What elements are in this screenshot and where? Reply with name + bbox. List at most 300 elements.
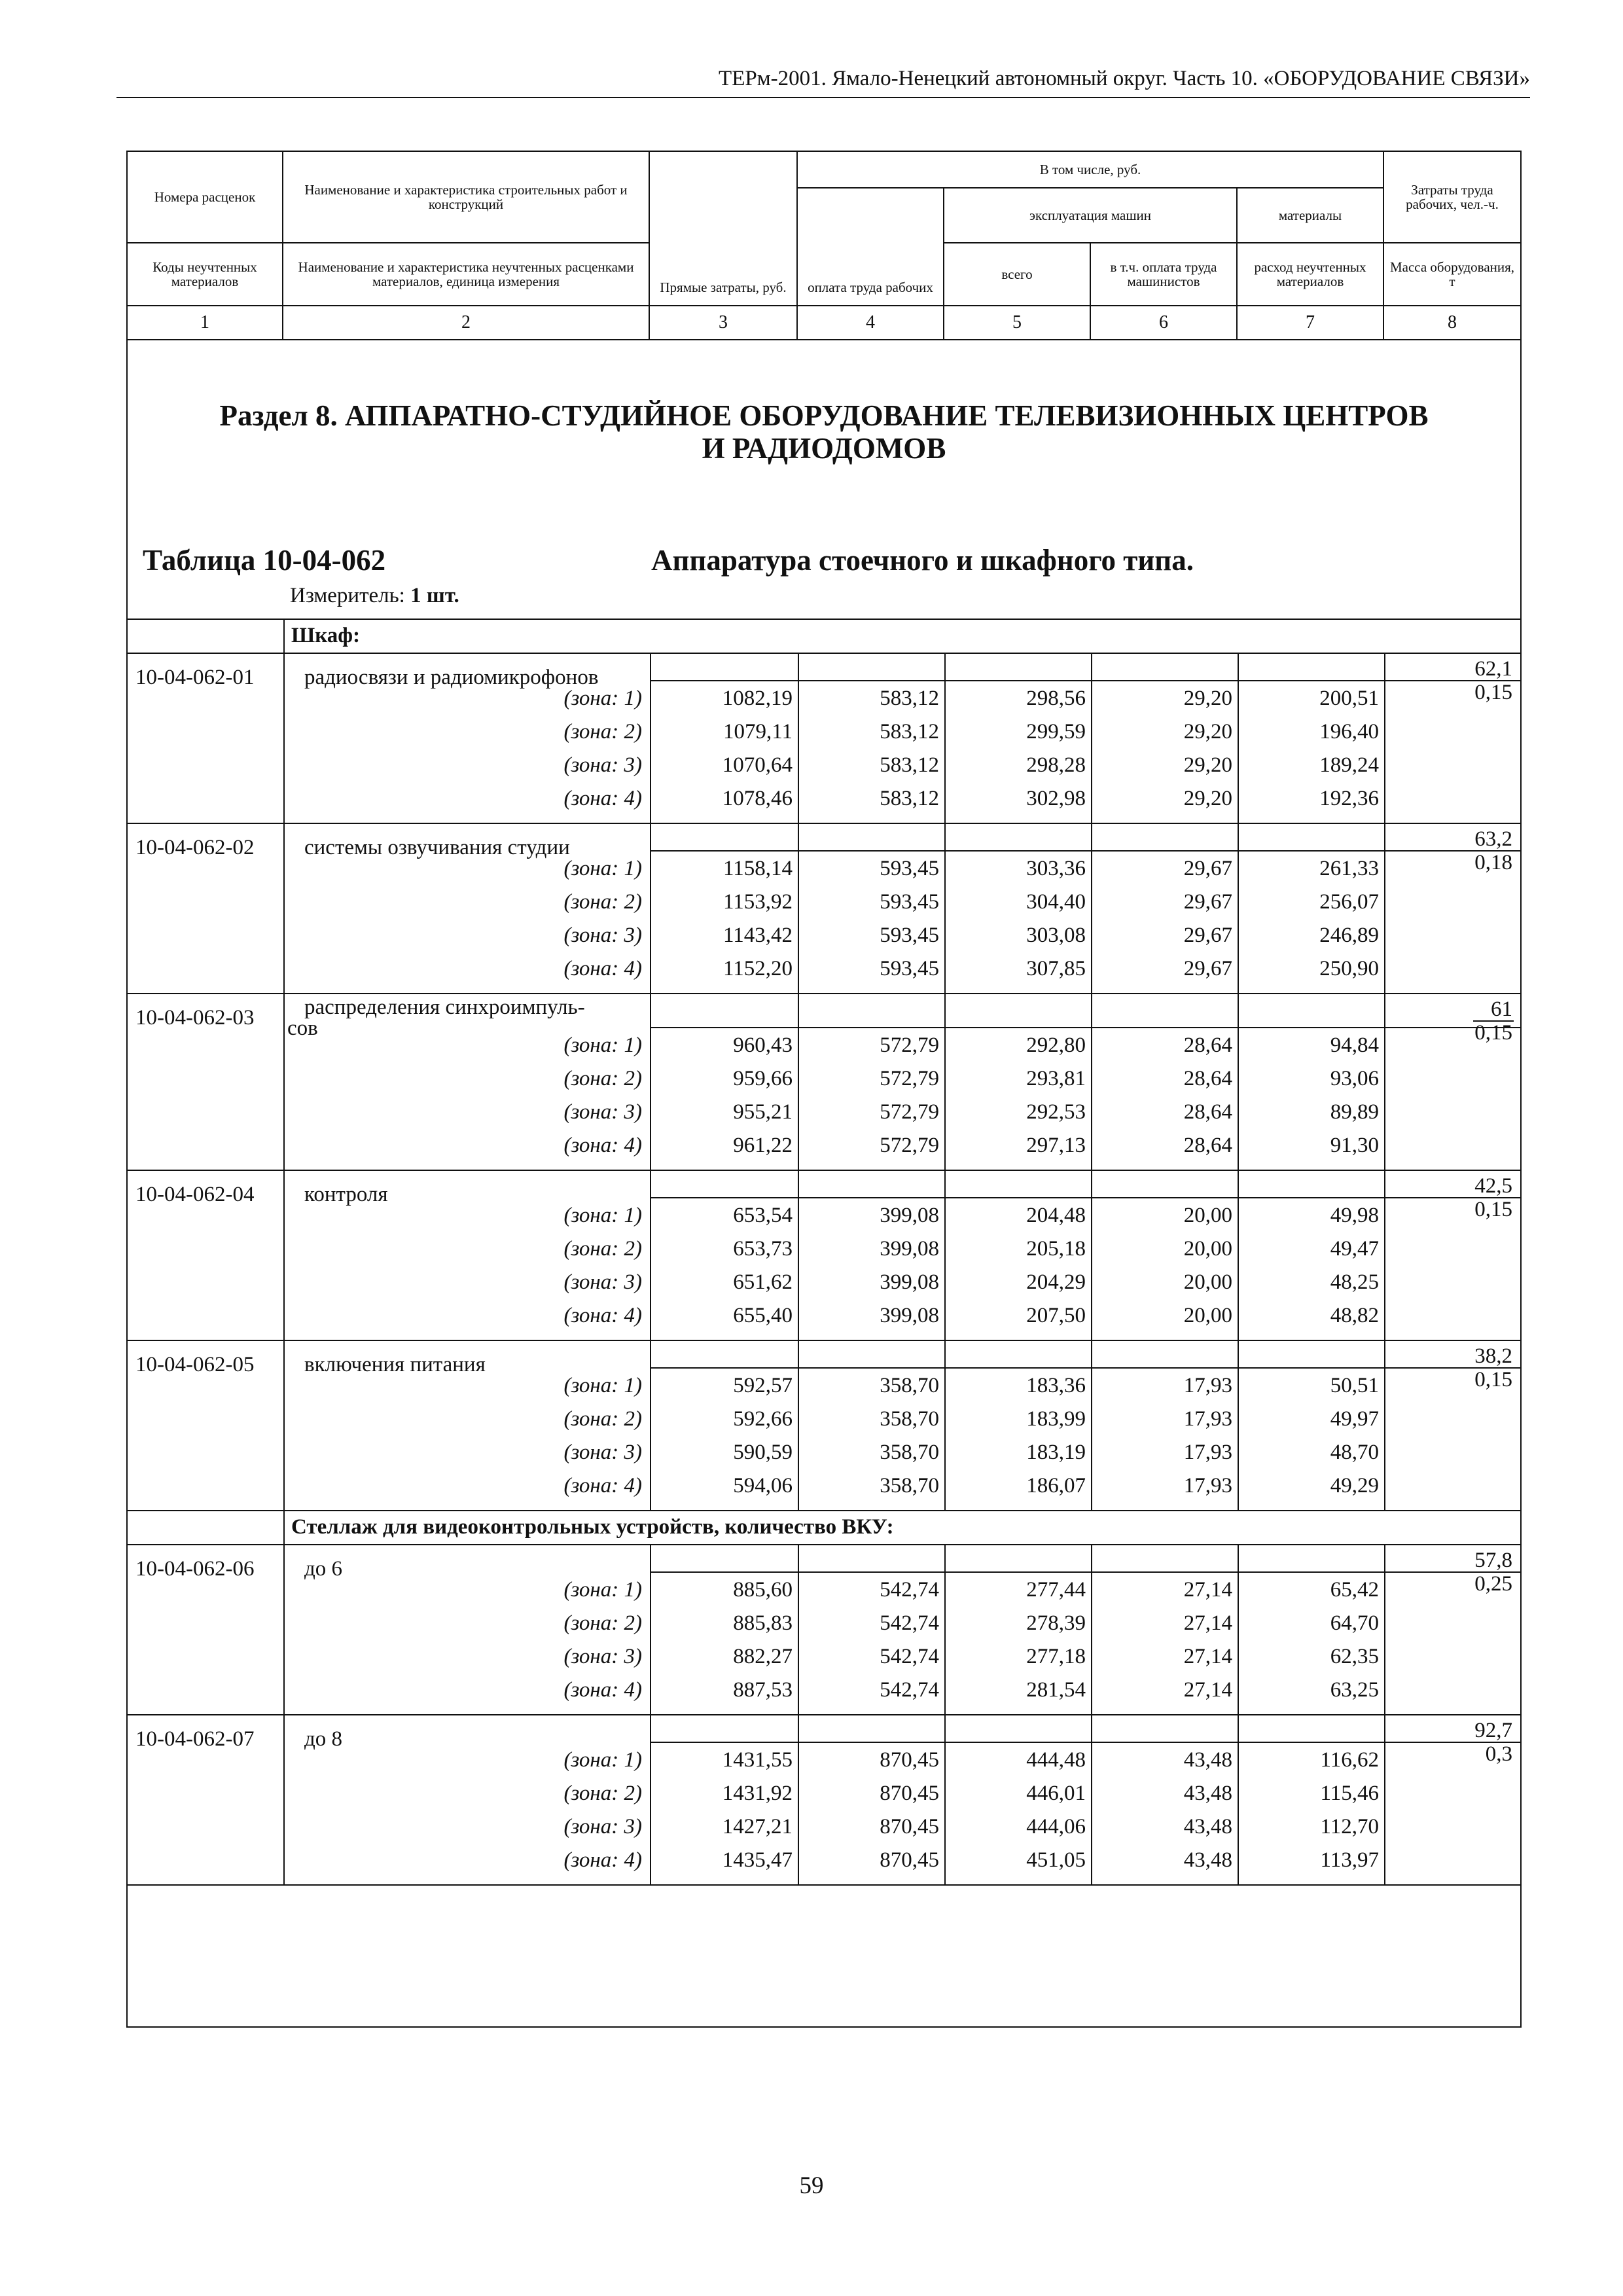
- zone-label: (зона: 4): [563, 1134, 642, 1157]
- equipment-mass: 0,3: [1485, 1742, 1512, 1766]
- materials-cost: 65,42: [1330, 1578, 1379, 1602]
- header-col2-bottom: Наименование и характеристика неучтенных расценками материалов, единица измерения: [283, 243, 650, 306]
- header-col1-bottom: Коды неучтенных материалов: [128, 243, 283, 306]
- row-inner-rule: [650, 1027, 1520, 1028]
- column-rule: [283, 653, 285, 823]
- labor-mass-fraction: [1473, 998, 1514, 1044]
- materials-cost: 112,70: [1320, 1815, 1379, 1839]
- row-inner-rule: [650, 1197, 1520, 1198]
- column-rule: [1384, 1714, 1385, 1884]
- header-col4: оплата труда рабочих: [798, 188, 944, 306]
- machinist-wage: 43,48: [1183, 1815, 1232, 1839]
- machinist-wage: 27,14: [1183, 1611, 1232, 1635]
- column-rule: [283, 1714, 285, 1884]
- work-name: системы озвучивания студии: [304, 836, 570, 859]
- materials-cost: 192,36: [1319, 787, 1379, 810]
- materials-cost: 48,70: [1330, 1441, 1379, 1464]
- header-num-4: 4: [798, 306, 944, 340]
- row-inner-rule: [650, 680, 1520, 681]
- machinist-wage: 20,00: [1183, 1204, 1232, 1227]
- machinist-wage: 28,64: [1183, 1067, 1232, 1090]
- equipment-mass: 0,15: [1474, 1198, 1512, 1221]
- column-rule: [1384, 993, 1385, 1170]
- zone-label: (зона: 3): [563, 1441, 642, 1464]
- direct-cost: 882,27: [733, 1645, 793, 1668]
- column-rule: [944, 993, 946, 1170]
- unit-value: 1 шт.: [410, 584, 459, 607]
- column-rule: [1238, 1714, 1239, 1884]
- machinist-wage: 43,48: [1183, 1782, 1232, 1805]
- machine-cost: 278,39: [1026, 1611, 1086, 1635]
- machine-cost: 299,59: [1026, 720, 1086, 744]
- materials-cost: 50,51: [1330, 1374, 1379, 1397]
- direct-cost: 653,54: [733, 1204, 793, 1227]
- column-rule: [1091, 1714, 1092, 1884]
- direct-cost: 961,22: [733, 1134, 793, 1157]
- labor-wage: 399,08: [880, 1237, 939, 1261]
- materials-cost: 49,47: [1330, 1237, 1379, 1261]
- labor-wage: 572,79: [880, 1100, 939, 1124]
- machine-cost: 444,48: [1026, 1748, 1086, 1772]
- materials-cost: 49,98: [1330, 1204, 1379, 1227]
- zone-label: (зона: 1): [563, 1033, 642, 1057]
- rate-code: 10-04-062-03: [135, 1006, 255, 1030]
- labor-wage: 870,45: [880, 1748, 939, 1772]
- column-rule: [944, 1340, 946, 1510]
- machine-cost: 302,98: [1026, 787, 1086, 810]
- column-rule: [1091, 653, 1092, 823]
- labor-wage: 583,12: [880, 787, 939, 810]
- machine-cost: 293,81: [1026, 1067, 1086, 1090]
- direct-cost: 594,06: [733, 1474, 793, 1498]
- header-rule: [128, 339, 1520, 340]
- machine-cost: 298,28: [1026, 753, 1086, 777]
- machine-cost: 183,99: [1026, 1407, 1086, 1431]
- zone-label: (зона: 3): [563, 924, 642, 947]
- materials-cost: 261,33: [1319, 857, 1379, 880]
- direct-cost: 1158,14: [722, 857, 793, 880]
- column-rule: [1238, 1170, 1239, 1340]
- direct-cost: 1078,46: [722, 787, 793, 810]
- materials-cost: 49,29: [1330, 1474, 1379, 1498]
- row-rule: [128, 1340, 1520, 1341]
- machinist-wage: 29,67: [1183, 890, 1232, 914]
- machine-cost: 205,18: [1026, 1237, 1086, 1261]
- group-rule: [128, 653, 1520, 654]
- labor-wage: 583,12: [880, 687, 939, 710]
- materials-cost: 64,70: [1330, 1611, 1379, 1635]
- header-materials: материалы: [1238, 188, 1384, 243]
- header-num-5: 5: [944, 306, 1091, 340]
- rate-code: 10-04-062-07: [135, 1727, 255, 1751]
- machinist-wage: 29,67: [1183, 857, 1232, 880]
- machinist-wage: 29,20: [1183, 687, 1232, 710]
- direct-cost: 1143,42: [722, 924, 793, 947]
- machinist-wage: 17,93: [1183, 1407, 1232, 1431]
- header-incl: В том числе, руб.: [798, 152, 1384, 188]
- direct-cost: 885,83: [733, 1611, 793, 1635]
- row-rule: [128, 1884, 1520, 1886]
- column-rule: [1091, 823, 1092, 993]
- zone-label: (зона: 4): [563, 787, 642, 810]
- machine-cost: 307,85: [1026, 957, 1086, 980]
- column-rule: [283, 619, 285, 653]
- direct-cost: 1431,92: [722, 1782, 793, 1805]
- materials-cost: 63,25: [1330, 1678, 1379, 1702]
- materials-cost: 62,35: [1330, 1645, 1379, 1668]
- column-rule: [798, 1544, 799, 1714]
- direct-cost: 960,43: [733, 1033, 793, 1057]
- row-rule: [128, 1714, 1520, 1715]
- machinist-wage: 20,00: [1183, 1304, 1232, 1327]
- machinist-wage: 28,64: [1183, 1134, 1232, 1157]
- column-rule: [1238, 823, 1239, 993]
- equipment-mass: 0,25: [1474, 1572, 1512, 1596]
- group-rule: [128, 1544, 1520, 1545]
- column-rule: [650, 653, 651, 823]
- zone-label: (зона: 1): [563, 687, 642, 710]
- column-rule: [650, 1170, 651, 1340]
- direct-cost: 1153,92: [722, 890, 793, 914]
- machine-cost: 204,29: [1026, 1270, 1086, 1294]
- machinist-wage: 27,14: [1183, 1678, 1232, 1702]
- machinist-wage: 29,20: [1183, 753, 1232, 777]
- labor-wage: 870,45: [880, 1848, 939, 1872]
- column-rule: [798, 1170, 799, 1340]
- machine-cost: 298,56: [1026, 687, 1086, 710]
- labor-wage: 399,08: [880, 1204, 939, 1227]
- machine-cost: 186,07: [1026, 1474, 1086, 1498]
- header-col8-top: Затраты труда рабочих, чел.-ч.: [1384, 152, 1520, 243]
- machine-cost: 281,54: [1026, 1678, 1086, 1702]
- zone-label: (зона: 4): [563, 957, 642, 980]
- work-name: распределения синхроимпуль-: [304, 996, 585, 1019]
- zone-label: (зона: 2): [563, 1782, 642, 1805]
- labor-wage: 870,45: [880, 1815, 939, 1839]
- column-rule: [1238, 993, 1239, 1170]
- column-rule: [283, 823, 285, 993]
- labor-wage: 583,12: [880, 720, 939, 744]
- column-rule: [283, 1544, 285, 1714]
- row-inner-rule: [650, 850, 1520, 852]
- row-inner-rule: [650, 1571, 1520, 1573]
- direct-cost: 590,59: [733, 1441, 793, 1464]
- machinist-wage: 29,20: [1183, 787, 1232, 810]
- column-rule: [1238, 1544, 1239, 1714]
- group-rule: [128, 619, 1520, 620]
- column-rule: [1091, 1170, 1092, 1340]
- column-rule: [650, 1714, 651, 1884]
- machine-cost: 277,18: [1026, 1645, 1086, 1668]
- column-rule: [283, 1170, 285, 1340]
- labor-hours: 61: [1473, 998, 1514, 1022]
- column-rule: [1384, 1340, 1385, 1510]
- header-num-8: 8: [1384, 306, 1520, 340]
- machine-cost: 297,13: [1026, 1134, 1086, 1157]
- direct-cost: 887,53: [733, 1678, 793, 1702]
- direct-cost: 651,62: [733, 1270, 793, 1294]
- header-col1-top: Номера расценок: [128, 152, 283, 243]
- labor-hours: 38,2: [1474, 1344, 1512, 1368]
- column-rule: [283, 1510, 285, 1544]
- machine-cost: 446,01: [1026, 1782, 1086, 1805]
- header-num-1: 1: [128, 306, 283, 340]
- direct-cost: 1070,64: [722, 753, 793, 777]
- table-header: [128, 152, 1520, 335]
- row-inner-rule: [650, 1367, 1520, 1369]
- direct-cost: 592,66: [733, 1407, 793, 1431]
- header-num-6: 6: [1091, 306, 1238, 340]
- zone-label: (зона: 3): [563, 1270, 642, 1294]
- labor-wage: 358,70: [880, 1407, 939, 1431]
- direct-cost: 1152,20: [722, 957, 793, 980]
- zone-label: (зона: 1): [563, 1204, 642, 1227]
- materials-cost: 189,24: [1319, 753, 1379, 777]
- labor-hours: 57,8: [1474, 1549, 1512, 1572]
- machine-cost: 303,36: [1026, 857, 1086, 880]
- zone-label: (зона: 2): [563, 1237, 642, 1261]
- direct-cost: 592,57: [733, 1374, 793, 1397]
- rate-code: 10-04-062-04: [135, 1183, 255, 1206]
- direct-cost: 1082,19: [722, 687, 793, 710]
- zone-label: (зона: 4): [563, 1304, 642, 1327]
- column-rule: [1384, 1170, 1385, 1340]
- equipment-mass: 0,18: [1474, 851, 1512, 874]
- row-rule: [128, 823, 1520, 824]
- unit-of-measure: [290, 584, 459, 608]
- machinist-wage: 29,20: [1183, 720, 1232, 744]
- column-rule: [1384, 1544, 1385, 1714]
- column-rule: [798, 653, 799, 823]
- column-rule: [944, 1544, 946, 1714]
- column-rule: [798, 1714, 799, 1884]
- direct-cost: 655,40: [733, 1304, 793, 1327]
- machine-cost: 204,48: [1026, 1204, 1086, 1227]
- row-rule: [128, 1510, 1520, 1511]
- direct-cost: 1427,21: [722, 1815, 793, 1839]
- group-title-rack: Стеллаж для видеоконтрольных устройств, количество ВКУ:: [291, 1515, 894, 1539]
- column-rule: [650, 993, 651, 1170]
- machinist-wage: 43,48: [1183, 1848, 1232, 1872]
- machine-cost: 277,44: [1026, 1578, 1086, 1602]
- labor-hours: 92,7: [1474, 1719, 1512, 1742]
- labor-wage: 542,74: [880, 1578, 939, 1602]
- rate-code: 10-04-062-06: [135, 1557, 255, 1581]
- labor-wage: 572,79: [880, 1033, 939, 1057]
- labor-wage: 572,79: [880, 1067, 939, 1090]
- materials-cost: 116,62: [1320, 1748, 1379, 1772]
- materials-cost: 115,46: [1320, 1782, 1379, 1805]
- machine-cost: 183,19: [1026, 1441, 1086, 1464]
- column-rule: [650, 1340, 651, 1510]
- rate-code: 10-04-062-01: [135, 666, 255, 689]
- direct-cost: 1079,11: [722, 720, 793, 744]
- machinist-wage: 29,67: [1183, 924, 1232, 947]
- zone-label: (зона: 2): [563, 1611, 642, 1635]
- equipment-mass: 0,15: [1474, 681, 1512, 704]
- labor-wage: 593,45: [880, 857, 939, 880]
- labor-hours: 62,1: [1474, 657, 1512, 681]
- materials-cost: 93,06: [1330, 1067, 1379, 1090]
- machine-cost: 292,53: [1026, 1100, 1086, 1124]
- column-rule: [1238, 1340, 1239, 1510]
- materials-cost: 94,84: [1330, 1033, 1379, 1057]
- column-rule: [650, 1544, 651, 1714]
- materials-cost: 246,89: [1319, 924, 1379, 947]
- materials-cost: 91,30: [1330, 1134, 1379, 1157]
- header-num-2: 2: [283, 306, 650, 340]
- labor-wage: 593,45: [880, 924, 939, 947]
- header-num-7: 7: [1238, 306, 1384, 340]
- header-col2-top: Наименование и характеристика строительных работ и конструкций: [283, 152, 650, 243]
- rate-code: 10-04-062-05: [135, 1353, 255, 1376]
- machinist-wage: 17,93: [1183, 1474, 1232, 1498]
- machine-cost: 183,36: [1026, 1374, 1086, 1397]
- header-col6: в т.ч. оплата труда машинистов: [1091, 243, 1238, 306]
- machine-cost: 303,08: [1026, 924, 1086, 947]
- machinist-wage: 28,64: [1183, 1100, 1232, 1124]
- materials-cost: 196,40: [1319, 720, 1379, 744]
- page-number: 59: [799, 2172, 824, 2199]
- machinist-wage: 29,67: [1183, 957, 1232, 980]
- work-name: до 8: [304, 1727, 343, 1751]
- column-rule: [1238, 653, 1239, 823]
- column-rule: [650, 823, 651, 993]
- labor-wage: 593,45: [880, 957, 939, 980]
- machine-cost: 304,40: [1026, 890, 1086, 914]
- unit-label: Измеритель:: [290, 584, 405, 607]
- labor-wage: 358,70: [880, 1374, 939, 1397]
- section-title-line-1: Раздел 8. АППАРАТНО-СТУДИЙНОЕ ОБОРУДОВАНИЕ ТЕЛЕВИЗИОННЫХ ЦЕНТРОВ: [219, 399, 1429, 432]
- header-num-3: 3: [650, 306, 798, 340]
- zone-label: (зона: 3): [563, 753, 642, 777]
- group-title-cabinet: Шкаф:: [291, 624, 361, 647]
- column-rule: [944, 1170, 946, 1340]
- labor-wage: 870,45: [880, 1782, 939, 1805]
- labor-wage: 542,74: [880, 1611, 939, 1635]
- zone-label: (зона: 4): [563, 1678, 642, 1702]
- column-rule: [944, 1714, 946, 1884]
- zone-label: (зона: 3): [563, 1645, 642, 1668]
- header-col3: Прямые затраты, руб.: [650, 152, 798, 306]
- machinist-wage: 27,14: [1183, 1578, 1232, 1602]
- labor-wage: 399,08: [880, 1304, 939, 1327]
- zone-label: (зона: 1): [563, 1578, 642, 1602]
- materials-cost: 48,25: [1330, 1270, 1379, 1294]
- table-label: Таблица 10-04-062: [143, 544, 386, 577]
- labor-wage: 358,70: [880, 1474, 939, 1498]
- labor-wage: 583,12: [880, 753, 939, 777]
- materials-cost: 256,07: [1319, 890, 1379, 914]
- rate-code: 10-04-062-02: [135, 836, 255, 859]
- materials-cost: 250,90: [1319, 957, 1379, 980]
- column-rule: [1384, 823, 1385, 993]
- work-name: включения питания: [304, 1353, 486, 1376]
- zone-label: (зона: 3): [563, 1100, 642, 1124]
- machine-cost: 207,50: [1026, 1304, 1086, 1327]
- column-rule: [1091, 993, 1092, 1170]
- zone-label: (зона: 2): [563, 1407, 642, 1431]
- direct-cost: 959,66: [733, 1067, 793, 1090]
- equipment-mass: 0,15: [1474, 1021, 1512, 1045]
- zone-label: (зона: 2): [563, 1067, 642, 1090]
- column-rule: [283, 1340, 285, 1510]
- machinist-wage: 43,48: [1183, 1748, 1232, 1772]
- zone-label: (зона: 2): [563, 720, 642, 744]
- zone-label: (зона: 1): [563, 1748, 642, 1772]
- direct-cost: 653,73: [733, 1237, 793, 1261]
- column-rule: [1384, 653, 1385, 823]
- labor-wage: 399,08: [880, 1270, 939, 1294]
- header-col7: расход неучтенных материалов: [1238, 243, 1384, 306]
- running-head: ТЕРм-2001. Ямало-Ненецкий автономный округ. Часть 10. «ОБОРУДОВАНИЕ СВЯЗИ»: [116, 65, 1530, 98]
- labor-hours: 42,5: [1474, 1174, 1512, 1198]
- materials-cost: 200,51: [1319, 687, 1379, 710]
- header-machines: эксплуатация машин: [944, 188, 1238, 243]
- machinist-wage: 17,93: [1183, 1441, 1232, 1464]
- column-rule: [944, 653, 946, 823]
- machinist-wage: 17,93: [1183, 1374, 1232, 1397]
- column-rule: [1091, 1544, 1092, 1714]
- direct-cost: 1431,55: [722, 1748, 793, 1772]
- zone-label: (зона: 1): [563, 857, 642, 880]
- equipment-mass: 0,15: [1474, 1368, 1512, 1391]
- work-name: контроля: [304, 1183, 388, 1206]
- price-table-sheet: [126, 151, 1522, 2028]
- labor-wage: 542,74: [880, 1645, 939, 1668]
- materials-cost: 89,89: [1330, 1100, 1379, 1124]
- machine-cost: 444,06: [1026, 1815, 1086, 1839]
- zone-label: (зона: 1): [563, 1374, 642, 1397]
- column-rule: [283, 993, 285, 1170]
- column-rule: [1091, 1340, 1092, 1510]
- work-name: радиосвязи и радиомикрофонов: [304, 666, 599, 689]
- zone-label: (зона: 4): [563, 1848, 642, 1872]
- labor-wage: 593,45: [880, 890, 939, 914]
- column-rule: [944, 823, 946, 993]
- materials-cost: 48,82: [1330, 1304, 1379, 1327]
- labor-wage: 572,79: [880, 1134, 939, 1157]
- zone-label: (зона: 3): [563, 1815, 642, 1839]
- work-name: до 6: [304, 1557, 343, 1581]
- labor-wage: 358,70: [880, 1441, 939, 1464]
- machine-cost: 451,05: [1026, 1848, 1086, 1872]
- column-rule: [798, 823, 799, 993]
- machinist-wage: 20,00: [1183, 1270, 1232, 1294]
- machinist-wage: 27,14: [1183, 1645, 1232, 1668]
- zone-label: (зона: 4): [563, 1474, 642, 1498]
- machine-cost: 292,80: [1026, 1033, 1086, 1057]
- direct-cost: 1435,47: [722, 1848, 793, 1872]
- materials-cost: 49,97: [1330, 1407, 1379, 1431]
- column-rule: [798, 1340, 799, 1510]
- direct-cost: 885,60: [733, 1578, 793, 1602]
- machinist-wage: 28,64: [1183, 1033, 1232, 1057]
- section-title-line-2: И РАДИОДОМОВ: [702, 432, 946, 465]
- direct-cost: 955,21: [733, 1100, 793, 1124]
- labor-hours: 63,2: [1474, 827, 1512, 851]
- materials-cost: 113,97: [1320, 1848, 1379, 1872]
- work-name-cont: сов: [287, 1016, 318, 1040]
- table-name: Аппаратура стоечного и шкафного типа.: [651, 544, 1194, 577]
- row-rule: [128, 1170, 1520, 1171]
- header-col5: всего: [944, 243, 1091, 306]
- column-rule: [798, 993, 799, 1170]
- zone-label: (зона: 2): [563, 890, 642, 914]
- machinist-wage: 20,00: [1183, 1237, 1232, 1261]
- header-col8-bottom: Масса оборудования, т: [1384, 243, 1520, 306]
- labor-wage: 542,74: [880, 1678, 939, 1702]
